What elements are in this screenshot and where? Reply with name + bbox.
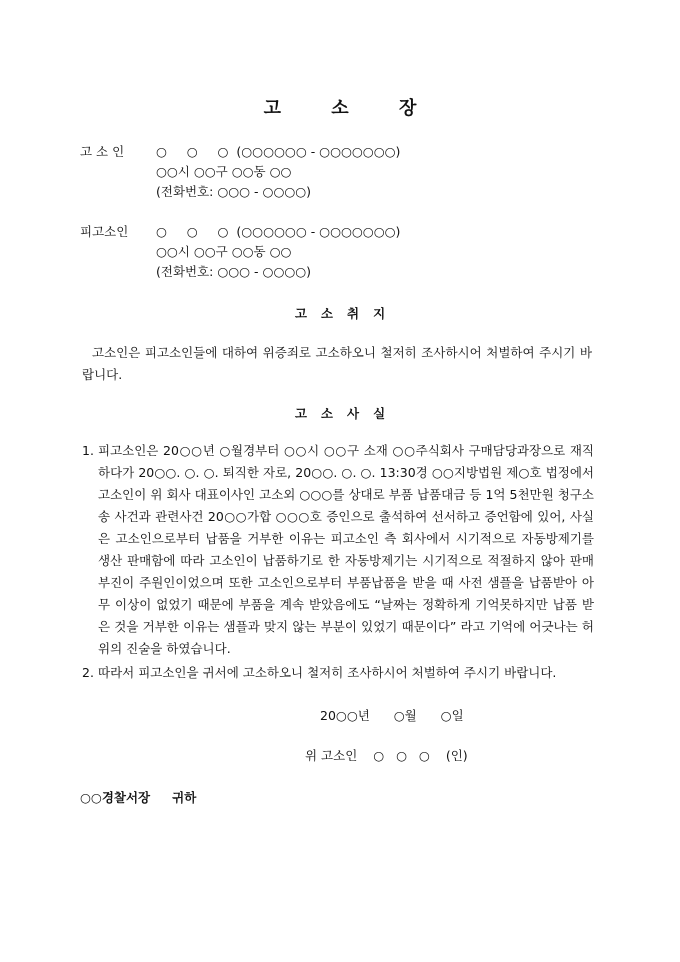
heading-char: 취 [347, 306, 360, 321]
purpose-text: 고소인은 피고소인들에 대하여 위증죄로 고소하오니 철저히 조사하시어 처벌하여 주시기 바랍니다. [82, 345, 592, 382]
heading-char: 소 [320, 406, 333, 421]
document-date: 20○○년 ○월 ○일 [320, 708, 464, 723]
fact-number: 1. [82, 443, 94, 458]
document-title [0, 94, 680, 120]
title-char: 장 [398, 98, 417, 119]
complainant-address: ○○시 ○○구 ○○동 ○○ [156, 164, 292, 179]
facts-heading [0, 404, 680, 422]
title-char: 고 [263, 98, 282, 119]
addressee-honorific: 귀하 [172, 790, 197, 805]
heading-char: 사 [347, 406, 360, 421]
heading-char: 지 [373, 306, 386, 321]
accused-phone: (전화번호: ○○○ - ○○○○) [156, 264, 312, 279]
heading-char: 소 [320, 306, 333, 321]
addressee [80, 788, 218, 806]
fact-text: 따라서 피고소인을 귀서에 고소하오니 철저히 조사하시어 처벌하여 주시기 바랍니다. [98, 665, 557, 680]
fact-number: 2. [82, 665, 94, 680]
heading-char: 고 [294, 406, 307, 421]
signer-line [305, 746, 480, 764]
signer-name: ○ ○ ○ [373, 748, 430, 763]
accused-address: ○○시 ○○구 ○○동 ○○ [156, 244, 292, 259]
title-char: 소 [331, 98, 349, 119]
complainant-label: 고 소 인 [80, 144, 125, 159]
fact-text: 피고소인은 20○○년 ○월경부터 ○○시 ○○구 소재 ○○주식회사 구매담당과장으로 재직하다가 20○○. ○. ○. 퇴직한 자로, 20○○. ○. ○. 13:30경 ○○지방법원 제○호 법정에서 고소인이 위 회사 대표이사인 고소외 ○○○를 상대로 부품 납품대금 등 1억 5천만원 청구소송 사건과 관련사건 20○○가합 ○○○호 증인으로 출석하여 선서하고 증언함에 있어, 사실은 고소인으로부터 납품을 거부한 이유는 피고소인 측 회사에서 시기적으로 자동방제기를 생산 판매함에 따라 고소인이 납품하기로 한 자동방제기는 시기적으로 적절하지 않아 판매부진이 주원인이었으며 또한 고소인으로부터 부품납품을 받을 때 사전 샘플을 납품받아 아무 이상이 없었기 때문에 부품을 계속 받았음에도 “날짜는 정확하게 기억못하지만 납품 받은 것을 거부한 이유는 샘플과 맞지 않는 부분이 있었기 때문이다” 라고 기억에 어긋나는 허위의 진술을 하였습니다. [98, 443, 594, 656]
addressee-office: ○○경찰서장 [80, 790, 151, 805]
heading-char: 실 [373, 406, 386, 421]
signer-seal: (인) [445, 748, 468, 763]
complainant-phone: (전화번호: ○○○ - ○○○○) [156, 184, 312, 199]
accused-name-line: ○ ○ ○ (○○○○○○ - ○○○○○○○) [156, 224, 401, 239]
heading-char: 고 [294, 306, 307, 321]
complainant-name-line: ○ ○ ○ (○○○○○○ - ○○○○○○○) [156, 144, 401, 159]
purpose-heading [0, 304, 680, 322]
signer-prefix: 위 고소인 [305, 748, 358, 763]
accused-label: 피고소인 [80, 224, 129, 239]
